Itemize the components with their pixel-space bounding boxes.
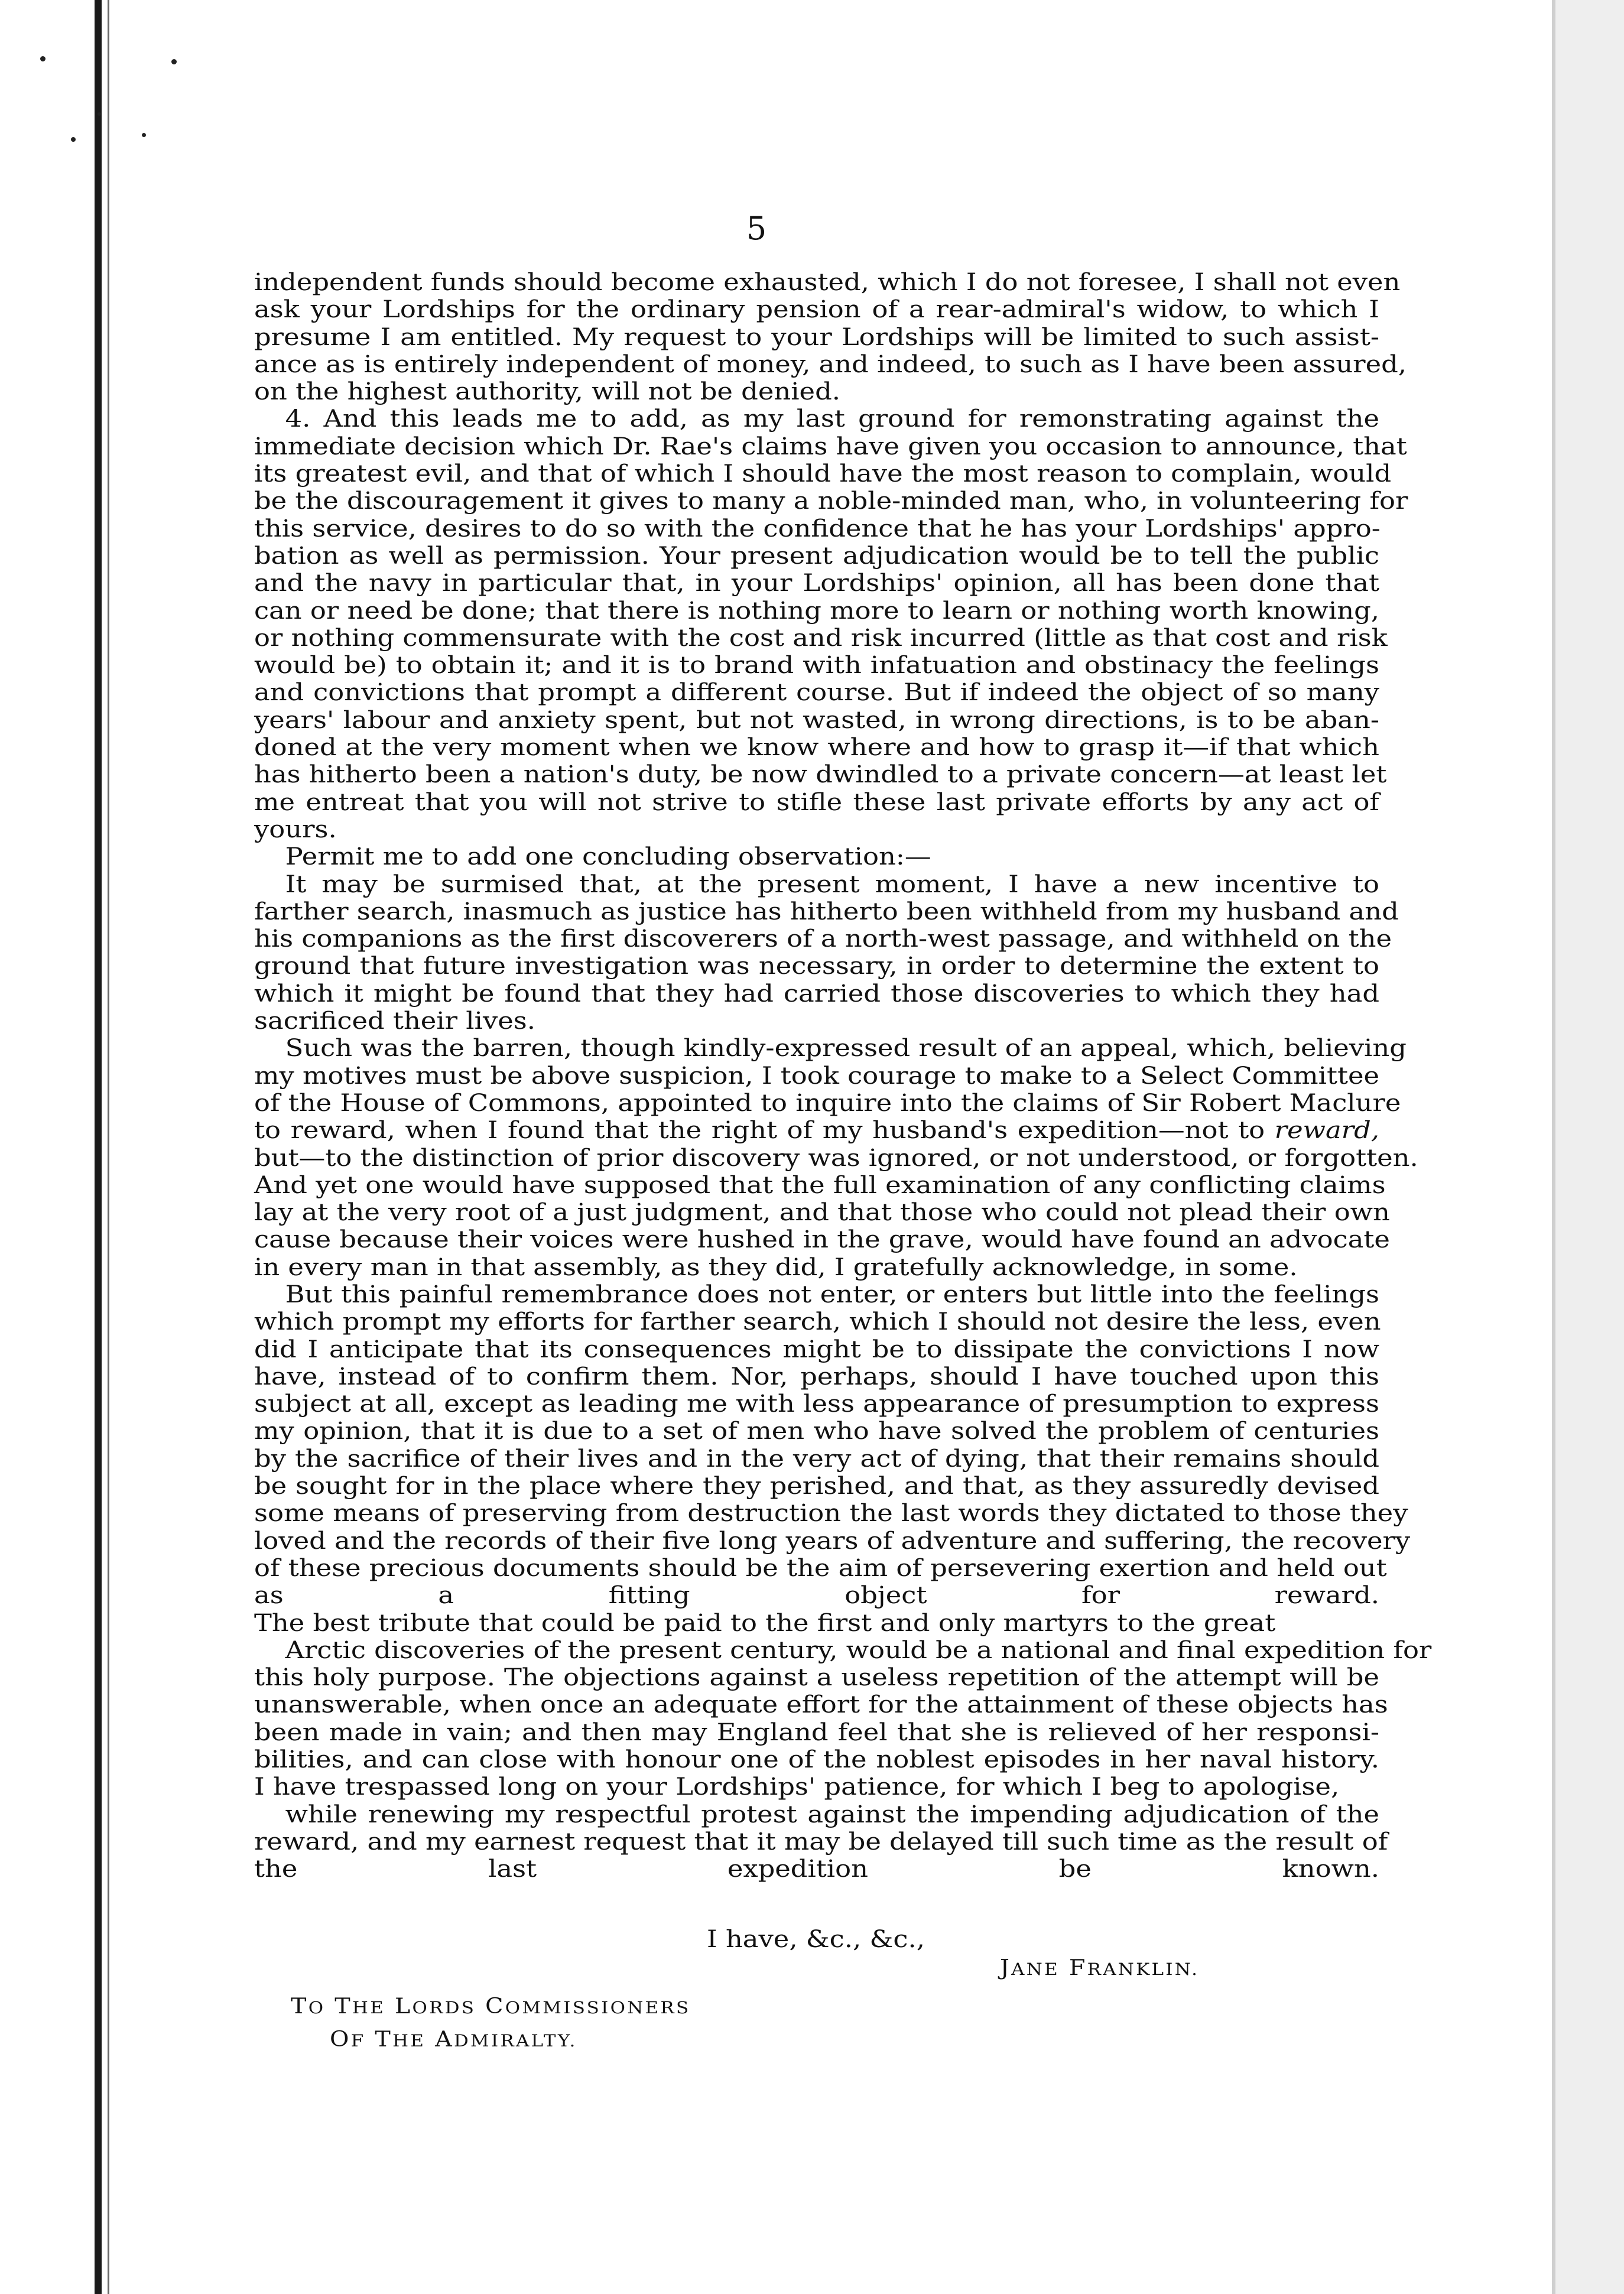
text-line: on the highest authority, will not be denied. [254, 378, 840, 406]
text-line: be the discouragement it gives to many a noble-minded man, who, in volunteering for [254, 488, 1408, 515]
text-line: bation as well as permission. Your present adjudication would be to tell the public [254, 542, 1379, 570]
text-line: unanswerable, when once an adequate effort for the attainment of these objects has [254, 1691, 1388, 1719]
text-line: which it might be found that they had carried those discoveries to which they had [254, 980, 1379, 1008]
text-line: of the House of Commons, appointed to inquire into the claims of Sir Robert Maclure [254, 1089, 1401, 1117]
scan-speck [98, 112, 101, 116]
address-block [291, 1991, 690, 2057]
page-right-edge-line [1552, 0, 1555, 2294]
text-line: the last expedition be known. [254, 1856, 1379, 1883]
text-line: Such was the barren, though kindly-expressed result of an appeal, which, believing [285, 1035, 1407, 1062]
text-line: to reward, when I found that the right of my husband's expedition—not to reward, [254, 1117, 1379, 1145]
text-line: ask your Lordships for the ordinary pension of a rear-admiral's widow, to which I [254, 296, 1379, 324]
text-line: of these precious documents should be the aim of persevering exertion and held out [254, 1554, 1387, 1582]
text-line: And yet one would have supposed that the full examination of any conflicting claims [254, 1171, 1386, 1199]
text-line: or nothing commensurate with the cost and risk incurred (little as that cost and risk [254, 624, 1388, 652]
page-left-edge-line [108, 0, 109, 2294]
text-line: his companions as the first discoverers of a north-west passage, and withheld on the [254, 925, 1392, 953]
signoff: I have, &c., &c., [707, 1926, 925, 1953]
text-line: But this painful remembrance does not enter, or enters but little into the feelings [285, 1281, 1379, 1308]
text-line: and the navy in particular that, in your Lordships' opinion, all has been done that [254, 570, 1379, 597]
text-line: be sought for in the place where they perished, and that, as they assuredly devised [254, 1473, 1379, 1500]
text-line: ground that future investigation was necessary, in order to determine the extent to [254, 953, 1379, 980]
text-line: sacrificed their lives. [254, 1008, 535, 1035]
address-line-2: OF THE ADMIRALTY. [330, 2027, 577, 2052]
letter-body [254, 269, 1432, 1883]
address-line-1: TO THE LORDS COMMISSIONERS [291, 1994, 691, 2019]
text-line: subject at all, except as leading me with less appearance of presumption to express [254, 1390, 1379, 1418]
text-line: cause because their voices were hushed in the grave, would have found an advocate [254, 1226, 1390, 1254]
scan-speck [171, 59, 177, 64]
text-line: doned at the very moment when we know where and how to grasp it—if that which [254, 734, 1379, 762]
text-line: have, instead of to confirm them. Nor, perhaps, should I have touched upon this [254, 1363, 1379, 1390]
page-number: 5 [746, 210, 767, 247]
text-line: The best tribute that could be paid to the first and only martyrs to the great [254, 1609, 1276, 1637]
text-line: this service, desires to do so with the confidence that he has your Lordships' appro- [254, 515, 1381, 542]
text-line: 4. And this leads me to add, as my last ground for remonstrating against the [285, 405, 1379, 433]
text-line: immediate decision which Dr. Rae's claims have given you occasion to announce, that [254, 433, 1407, 460]
text-line: Arctic discoveries of the present century, would be a national and final expedition for [285, 1636, 1432, 1664]
page-left-edge [95, 0, 102, 2294]
scan-speck [142, 133, 146, 137]
text-line: Permit me to add one concluding observation:— [285, 843, 931, 871]
text-line: lay at the very root of a just judgment, and that those who could not plead their own [254, 1199, 1390, 1227]
text-line: can or need be done; that there is nothing more to learn or nothing worth knowing, [254, 597, 1379, 625]
text-line: farther search, inasmuch as justice has hitherto been withheld from my husband and [254, 898, 1399, 925]
text-line: would be) to obtain it; and it is to brand with infatuation and obstinacy the feelings [254, 652, 1379, 680]
text-line: while renewing my respectful protest against the impending adjudication of the [285, 1801, 1379, 1828]
text-line: its greatest evil, and that of which I should have the most reason to complain, would [254, 460, 1392, 488]
text-line: as a fitting object for reward. [254, 1582, 1379, 1610]
text-line: this holy purpose. The objections against a useless repetition of the attempt will be [254, 1664, 1379, 1692]
text-line: which prompt my efforts for farther search, which I should not desire the less, even [254, 1308, 1381, 1336]
text-line: by the sacrifice of their lives and in the very act of dying, that their remains should [254, 1445, 1379, 1473]
signature: JANE FRANKLIN. [1000, 1956, 1200, 1980]
text-line: yours. [254, 815, 337, 843]
text-line: ance as is entirely independent of money, and indeed, to such as I have been assured, [254, 350, 1407, 378]
text-line: and convictions that prompt a different course. But if indeed the object of so many [254, 679, 1379, 707]
text-line: bilities, and can close with honour one of the noblest episodes in her naval history. [254, 1746, 1379, 1774]
text-line: did I anticipate that its consequences might be to dissipate the convictions I now [254, 1336, 1379, 1363]
text-line: independent funds should become exhausted, which I do not foresee, I shall not even [254, 269, 1401, 296]
text-line: has hitherto been a nation's duty, be now dwindled to a private concern—at least let [254, 761, 1387, 789]
text-line: I have trespassed long on your Lordships' patience, for which I beg to apologise, [254, 1773, 1340, 1801]
text-line: me entreat that you will not strive to stifle these last private efforts by any act of [254, 788, 1379, 816]
text-line: in every man in that assembly, as they did, I gratefully acknowledge, in some. [254, 1253, 1298, 1281]
scan-speck [40, 56, 46, 61]
text-line: It may be surmised that, at the present moment, I have a new incentive to [285, 870, 1379, 898]
scan-speck [71, 137, 76, 142]
text-line: some means of preserving from destruction the last words they dictated to those they [254, 1500, 1408, 1528]
text-line: been made in vain; and then may England feel that she is relieved of her responsi- [254, 1718, 1379, 1746]
text-line: my opinion, that it is due to a set of men who have solved the problem of centuries [254, 1418, 1379, 1445]
text-line: loved and the records of their five long years of adventure and suffering, the recovery [254, 1527, 1411, 1555]
text-line: but—to the distinction of prior discovery was ignored, or not understood, or forgotten. [254, 1144, 1418, 1172]
text-line: reward, and my earnest request that it may be delayed till such time as the result of [254, 1828, 1388, 1856]
text-line: my motives must be above suspicion, I took courage to make to a Select Committee [254, 1062, 1380, 1090]
text-line: presume I am entitled. My request to your Lordships will be limited to such assist- [254, 323, 1379, 351]
text-line: years' labour and anxiety spent, but not wasted, in wrong directions, is to be aban- [254, 706, 1379, 734]
page-right-edge [1552, 0, 1624, 2294]
